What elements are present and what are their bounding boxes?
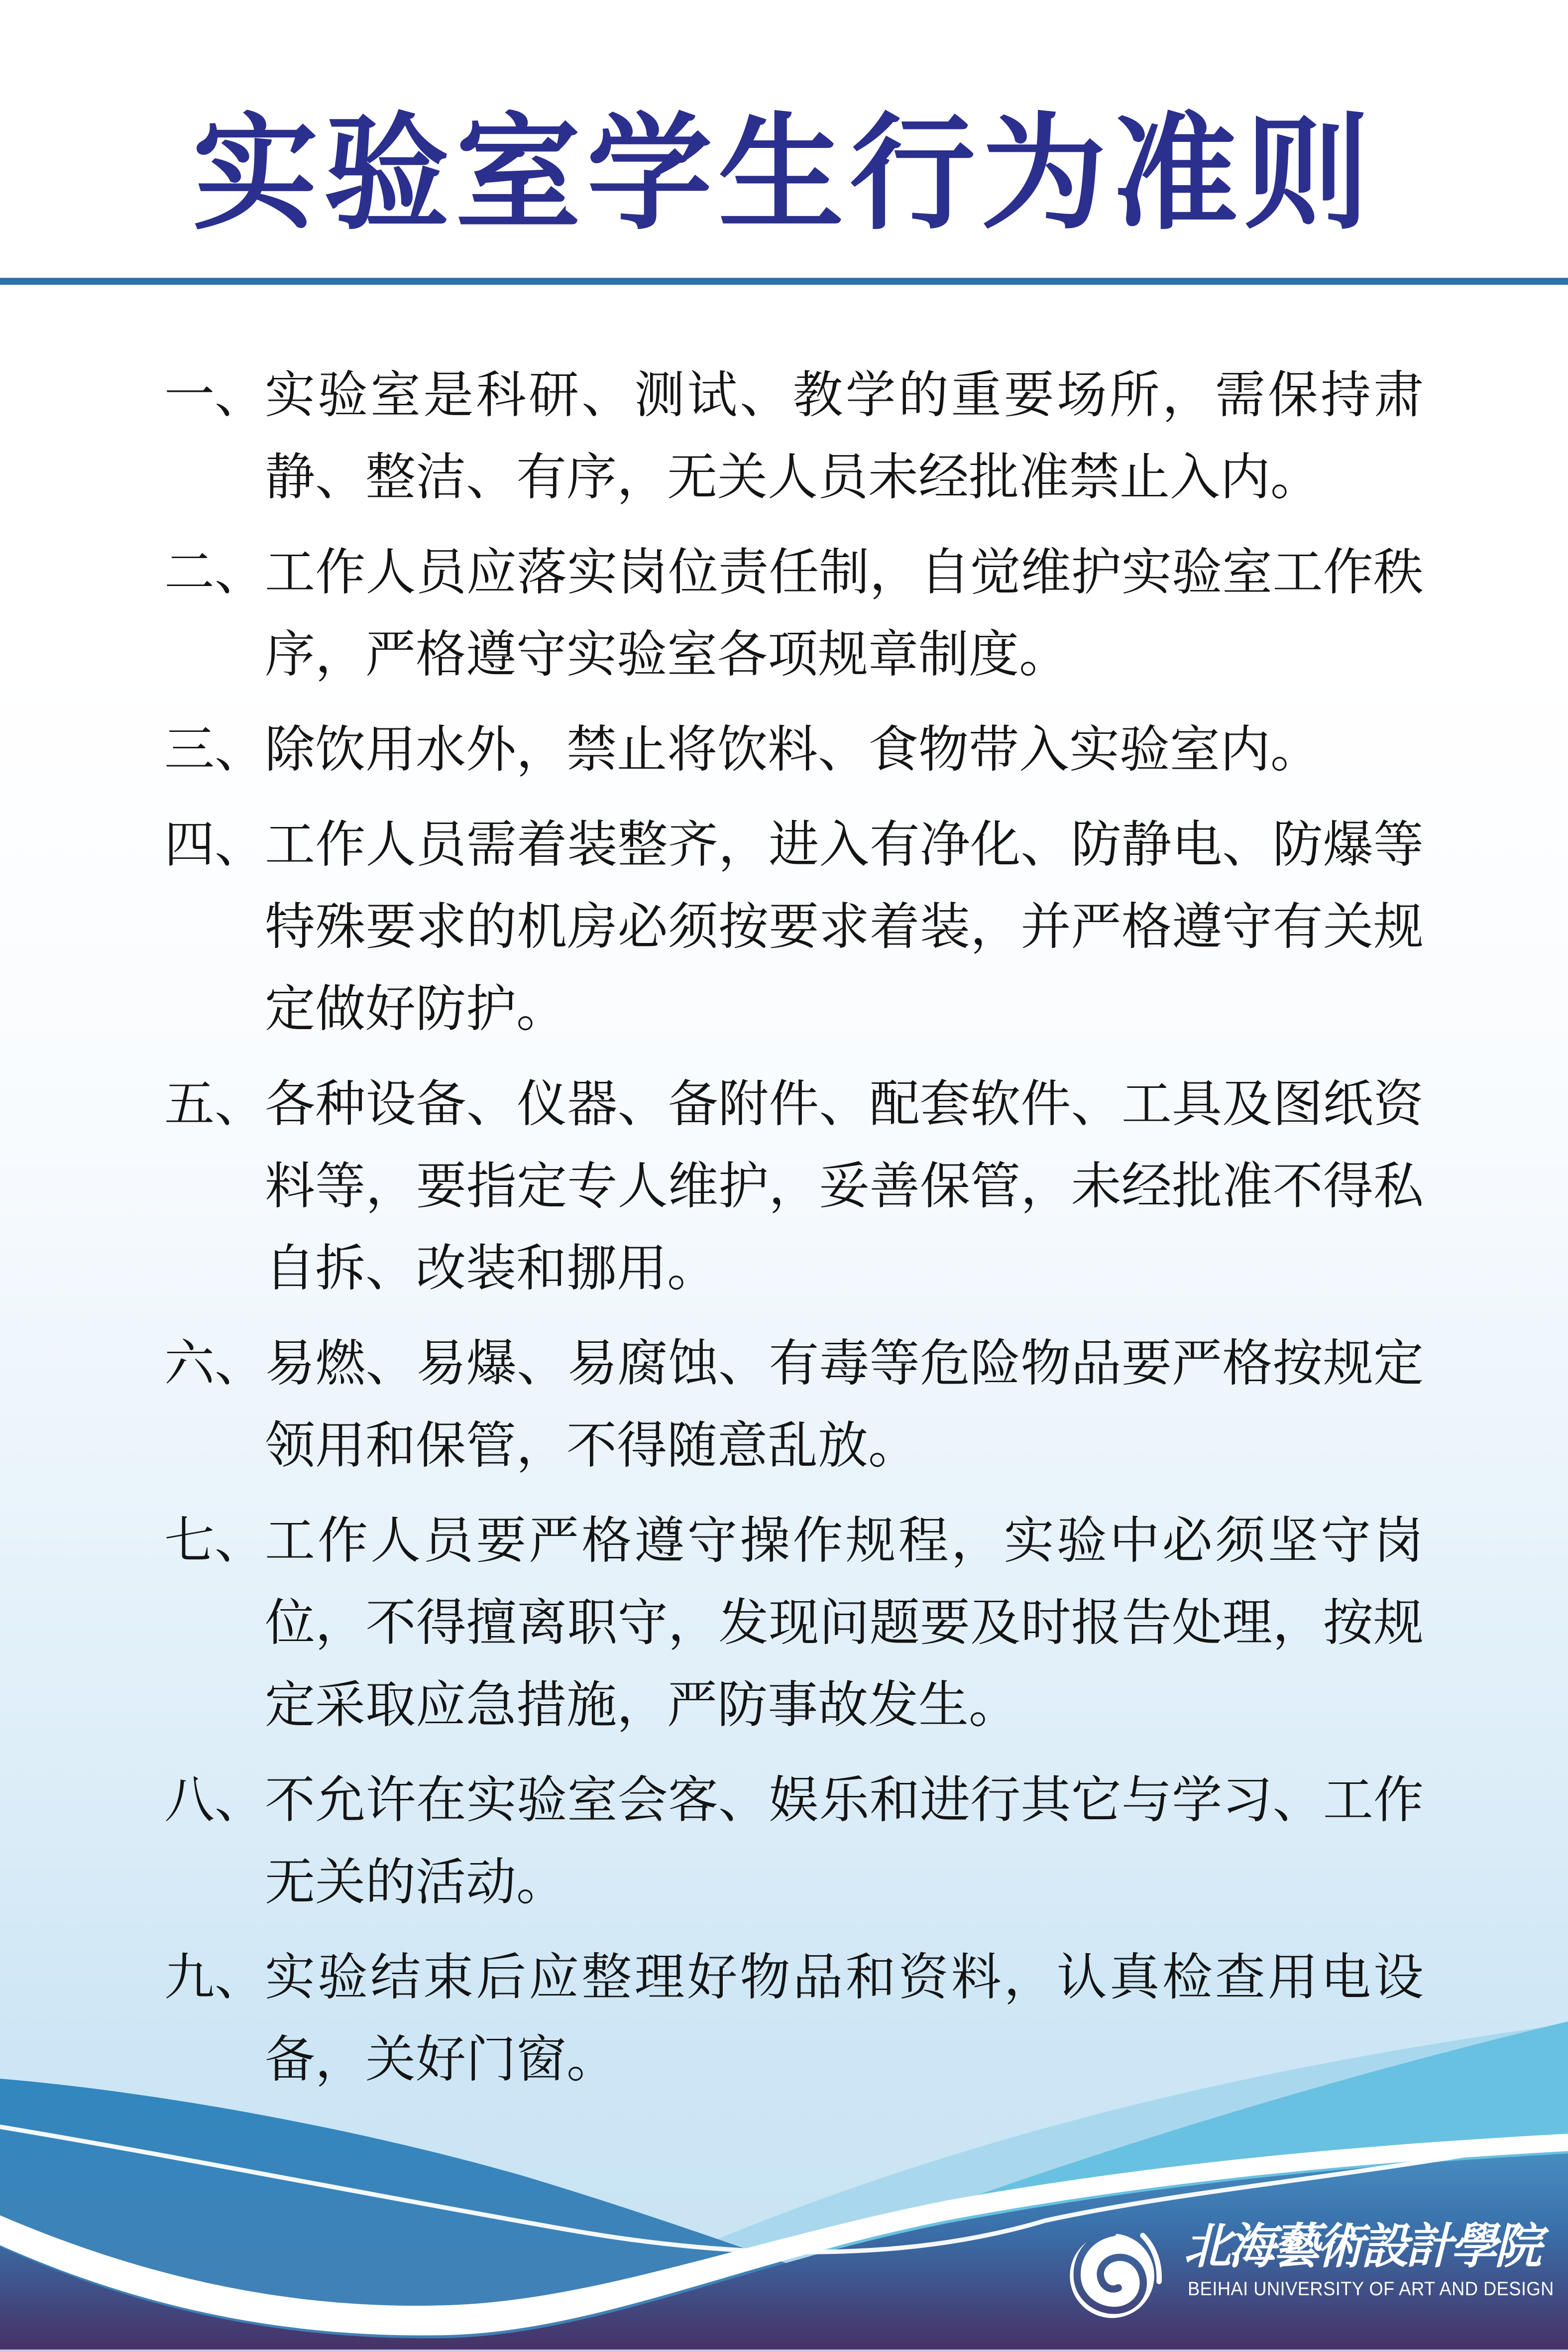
rule-text: 不允许在实验室会客、娱乐和进行其它与学习、工作无关的活动。: [265, 1772, 1424, 1910]
title-divider-bar: [0, 278, 1568, 285]
rule-item: [164, 354, 1424, 519]
rule-text: 实验结束后应整理好物品和资料，认真检查用电设备，关好门窗。: [265, 1950, 1424, 2088]
rule-marker: 六、: [164, 1336, 265, 1392]
bottom-edge-strip: [0, 2350, 1568, 2352]
rule-marker: 七、: [164, 1513, 265, 1569]
rule-item: [164, 709, 1424, 791]
rule-item: [164, 532, 1424, 696]
rule-marker: 八、: [164, 1772, 265, 1828]
rule-marker: 二、: [164, 545, 265, 600]
rule-text: 除饮用水外，禁止将饮料、食物带入实验室内。: [265, 722, 1321, 778]
rule-text: 易燃、易爆、易腐蚀、有毒等危险物品要严格按规定领用和保管，不得随意乱放。: [265, 1336, 1424, 1474]
rules-list: [164, 354, 1424, 2114]
rule-item: [164, 1323, 1424, 1487]
rule-item: [164, 1760, 1424, 1924]
rule-marker: 四、: [164, 817, 265, 873]
rule-item: [164, 1500, 1424, 1747]
rule-text: 工作人员应落实岗位责任制，自觉维护实验室工作秩序，严格遵守实验室各项规章制度。: [265, 545, 1424, 683]
rule-text: 工作人员需着装整齐，进入有净化、防静电、防爆等特殊要求的机房必须按要求着装，并严格遵守有关规定做好防护。: [265, 817, 1424, 1037]
rule-item: [164, 1063, 1424, 1310]
page-title: 实验室学生行为准则: [192, 104, 1375, 244]
swirl-wave-icon: [1060, 2222, 1166, 2328]
rule-text: 实验室是科研、测试、教学的重要场所，需保持肃静、整洁、有序，无关人员未经批准禁止入内。: [265, 367, 1424, 505]
rule-text: 各种设备、仪器、备附件、配套软件、工具及图纸资料等，要指定专人维护，妥善保管，未经批准不得私自拆、改装和挪用。: [265, 1076, 1424, 1296]
university-name-cn: 北海藝術設計學院: [1184, 2218, 1539, 2274]
rule-marker: 五、: [164, 1076, 265, 1132]
university-name-en: BEIHAI UNIVERSITY OF ART AND DESIGN: [1188, 2278, 1554, 2300]
rule-text: 工作人员要严格遵守操作规程，实验中必须坚守岗位，不得擅离职守，发现问题要及时报告处理，按规定采取应急措施，严防事故发生。: [265, 1513, 1424, 1733]
rule-marker: 三、: [164, 722, 265, 778]
rule-marker: 一、: [164, 367, 265, 423]
rule-marker: 九、: [164, 1950, 265, 2005]
university-logo: [1060, 2218, 1553, 2338]
rule-item: [164, 804, 1424, 1051]
